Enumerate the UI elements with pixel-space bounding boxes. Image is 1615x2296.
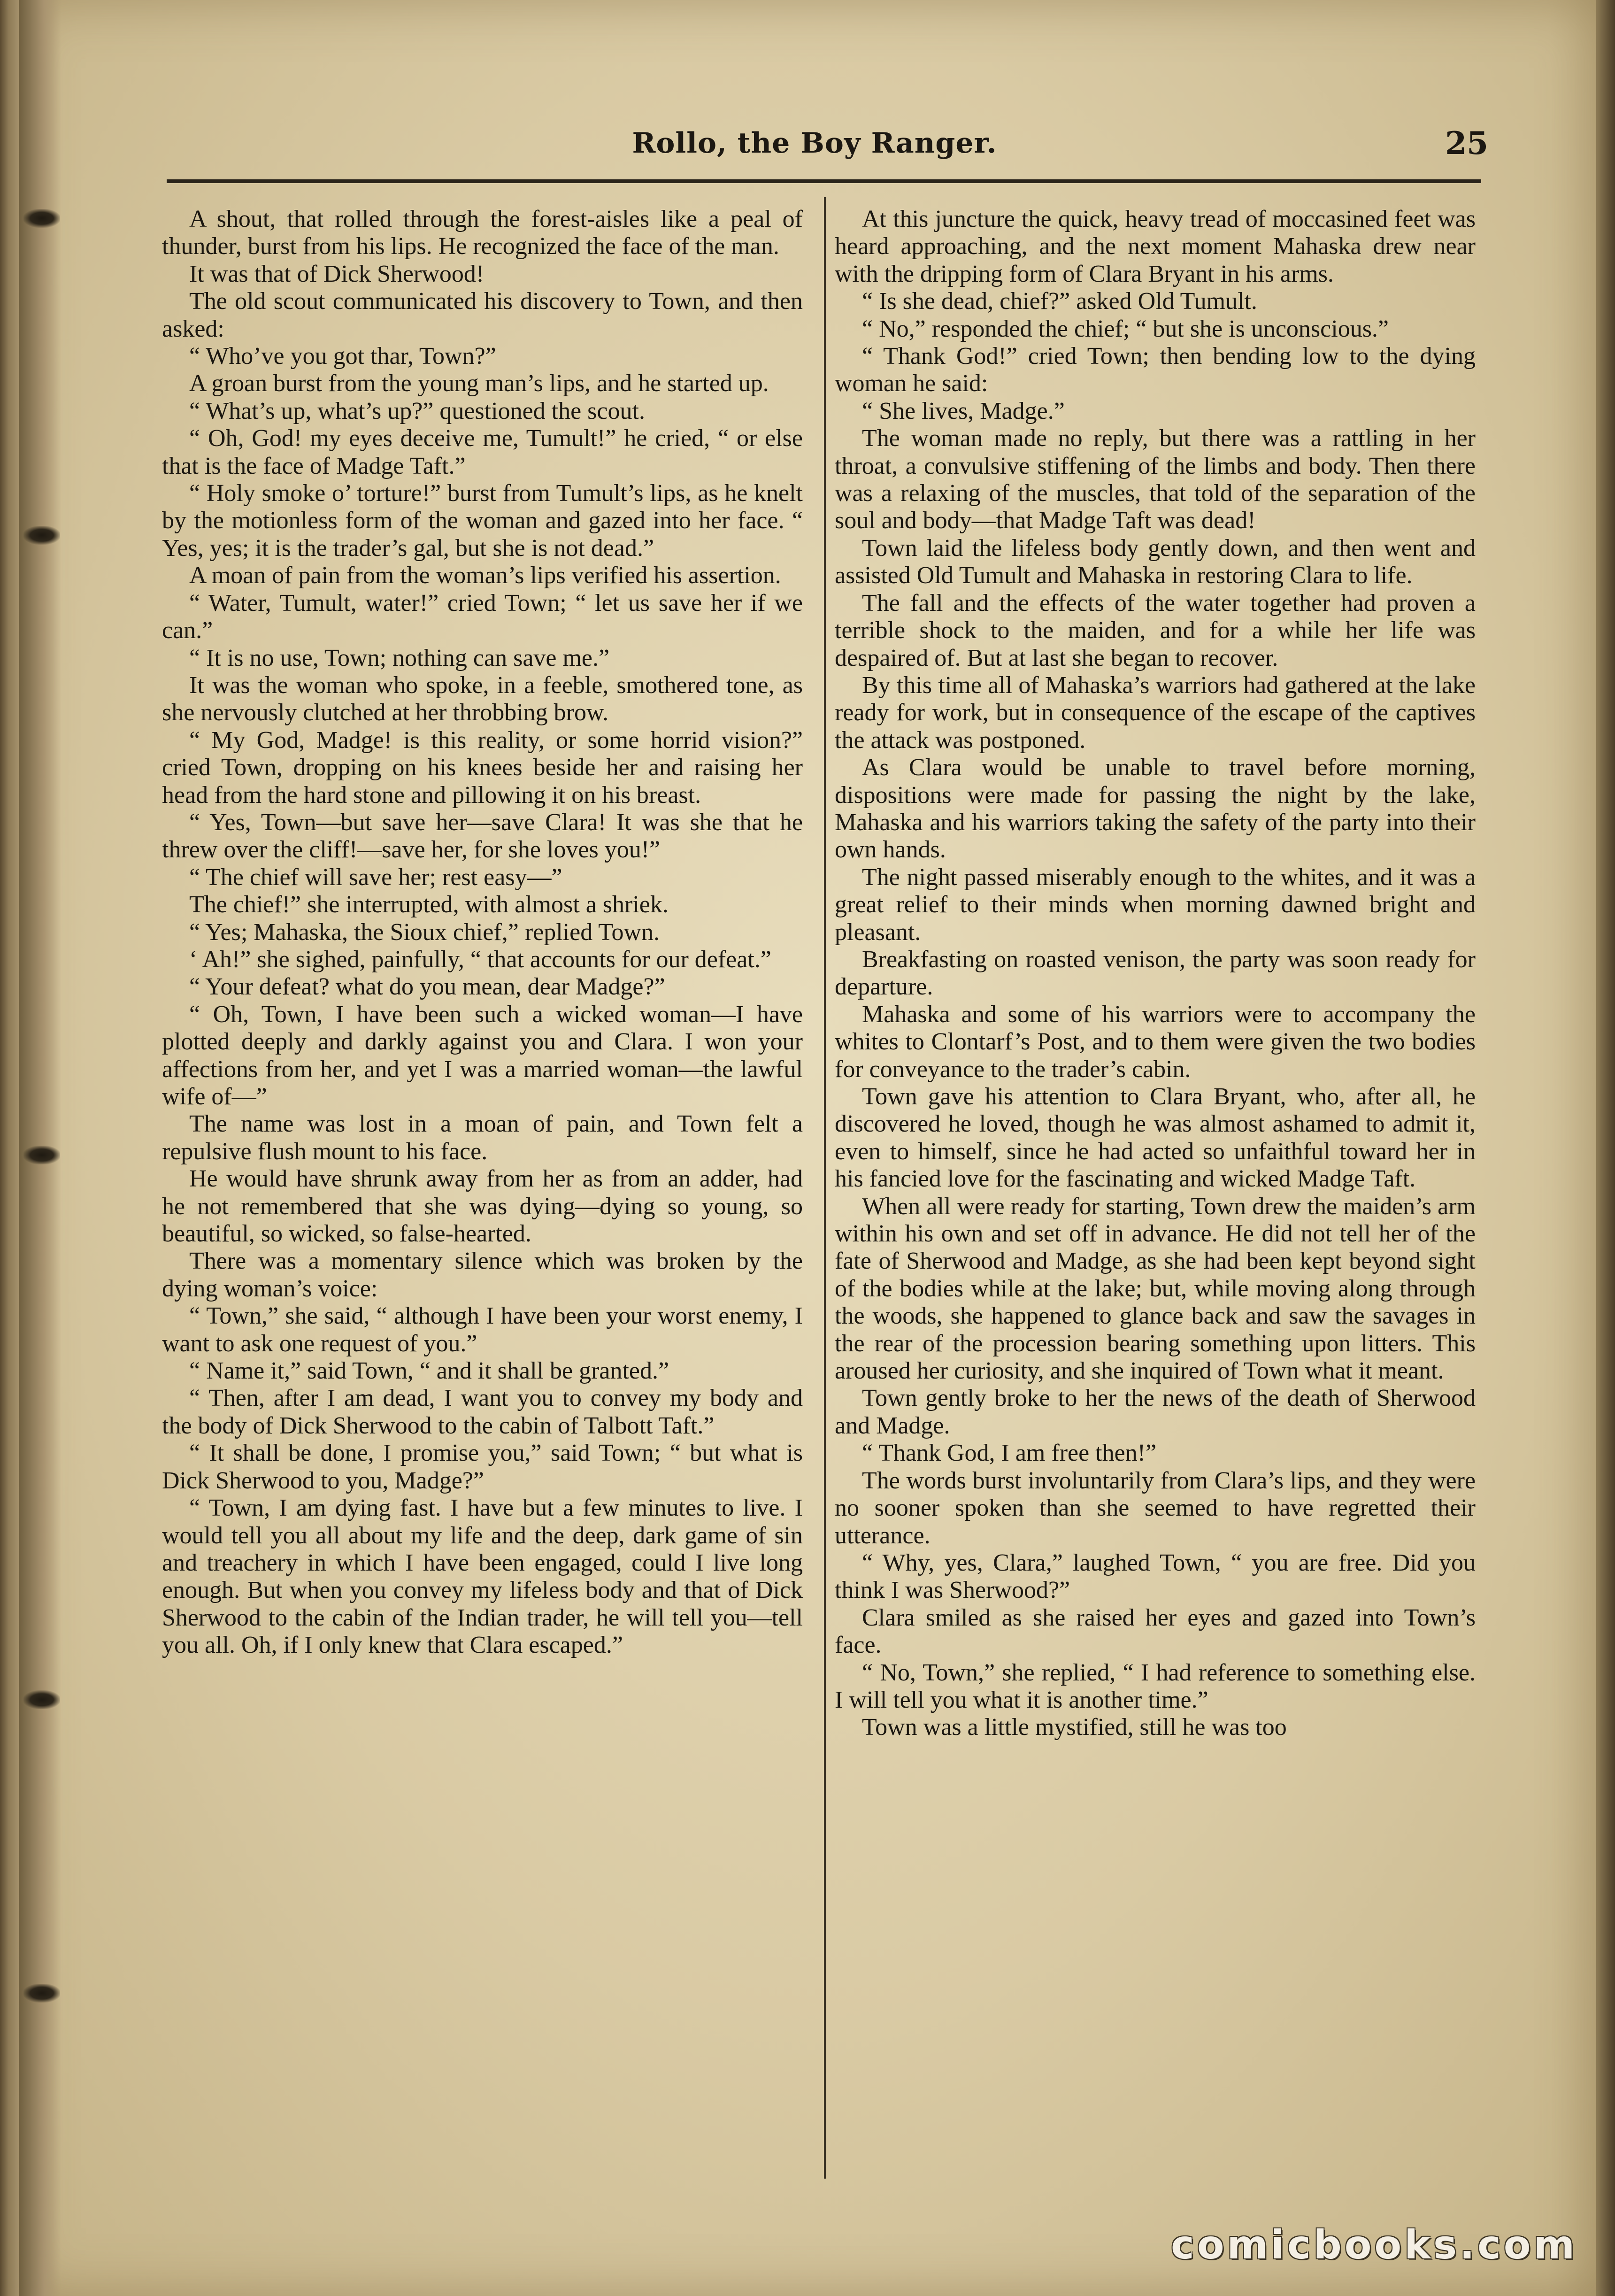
paragraph: “ No, Town,” she replied, “ I had reference to something else. I will tell you what it is another time.” <box>835 1659 1476 1713</box>
paragraph: “ It shall be done, I promise you,” said Town; “ but what is Dick Sherwood to you, Madge?” <box>162 1440 803 1494</box>
paragraph: A groan burst from the young man’s lips, and he started up. <box>189 370 769 397</box>
paragraph: Town laid the lifeless body gently down, and then went and assisted Old Tumult and Mahaska in restoring Clara to life. <box>835 534 1476 589</box>
paragraph: Mahaska and some of his warriors were to accompany the whites to Clontarf’s Post, and to them were given the two bodies for conveyance to the trader’s cabin. <box>835 1001 1476 1083</box>
binding-stitch-icon <box>23 1146 60 1164</box>
paragraph: A moan of pain from the woman’s lips verified his assertion. <box>189 562 781 589</box>
paragraph: The words burst involuntarily from Clara’s lips, and they were no sooner spoken than she seemed to have regretted their utterance. <box>835 1467 1476 1549</box>
paragraph: The night passed miserably enough to the whites, and it was a great relief to their minds when morning dawned bright and pleasant. <box>835 863 1476 946</box>
paragraph: “ Who’ve you got thar, Town?” <box>189 343 496 370</box>
paragraph: “ Town,” she said, “ although I have been your worst enemy, I want to ask one request of you.” <box>162 1302 803 1357</box>
paragraph: “ Your defeat? what do you mean, dear Madge?” <box>189 973 665 1001</box>
paragraph: “ Oh, God! my eyes deceive me, Tumult!” he cried, “ or else that is the face of Madge Taft.” <box>162 425 803 479</box>
paragraph: The old scout communicated his discovery to Town, and then asked: <box>162 288 803 342</box>
paragraph: It was the woman who spoke, in a feeble, smothered tone, as she nervously clutched at her throbbing brow. <box>162 671 803 726</box>
paragraph: Town was a little mystified, still he was too <box>862 1714 1287 1741</box>
paragraph: By this time all of Mahaska’s warriors had gathered at the lake ready for work, but in consequence of the escape of the captives the attack was postponed. <box>835 671 1476 754</box>
paragraph: ‘ Ah!” she sighed, painfully, “ that accounts for our defeat.” <box>189 946 771 973</box>
paragraph: “ Name it,” said Town, “ and it shall be granted.” <box>189 1357 669 1385</box>
paragraph: Breakfasting on roasted venison, the party was soon ready for departure. <box>835 946 1476 1001</box>
binding-stitch-icon <box>23 1690 60 1709</box>
paragraph: The chief!” she interrupted, with almost a shriek. <box>189 891 669 918</box>
paragraph: “ My God, Madge! is this reality, or some horrid vision?” cried Town, dropping on his knees beside her and raising her head from the hard stone and pillowing it on his breast. <box>162 726 803 809</box>
binding-stitch-icon <box>23 209 60 228</box>
left-column <box>162 206 803 1659</box>
paragraph: There was a momentary silence which was broken by the dying woman’s voice: <box>162 1248 803 1302</box>
paragraph: A shout, that rolled through the forest-aisles like a peal of thunder, burst from his lips. He recognized the face of the man. <box>162 206 803 260</box>
paragraph: At this juncture the quick, heavy tread of moccasined feet was heard approaching, and the next moment Mahaska drew near with the dripping form of Clara Bryant in his arms. <box>835 206 1476 287</box>
paragraph: The fall and the effects of the water together had proven a terrible shock to the maiden, and for a while her life was despaired of. But at last she began to recover. <box>835 589 1476 671</box>
paragraph: He would have shrunk away from her as from an adder, had he not remembered that she was dying—dying so young, so beautiful, so wicked, so false-hearted. <box>162 1165 803 1248</box>
paragraph: “ Then, after I am dead, I want you to convey my body and the body of Dick Sherwood to the cabin of Talbott Taft.” <box>162 1385 803 1439</box>
paragraph: The woman made no reply, but there was a rattling in her throat, a convulsive stiffening of the limbs and body. Then there was a relaxing of the muscles, that told of the separation of the soul and body—that Madge Taft was dead! <box>835 425 1476 534</box>
right-column <box>835 206 1476 1741</box>
paragraph: “ What’s up, what’s up?” questioned the scout. <box>189 397 645 424</box>
header-rule <box>167 179 1481 183</box>
paragraph: “ Yes, Town—but save her—save Clara! It was she that he threw over the cliff!—save her, for she loves you!” <box>162 809 803 863</box>
page-number: 25 <box>1445 125 1488 162</box>
paragraph: “ Water, Tumult, water!” cried Town; “ let us save her if we can.” <box>162 589 803 644</box>
paragraph: “ Oh, Town, I have been such a wicked woman—I have plotted deeply and darkly against you and Clara. I won your affections from her, and yet I was a married woman—the lawful wife of—” <box>162 1001 803 1110</box>
paragraph: “ Is she dead, chief?” asked Old Tumult. <box>862 288 1257 315</box>
binding-stitch-icon <box>23 1984 60 2003</box>
paragraph: “ Yes; Mahaska, the Sioux chief,” replied Town. <box>189 918 660 946</box>
paragraph: Town gave his attention to Clara Bryant, who, after all, he discovered he loved, though he was almost ashamed to admit it, even to himself, since he had acted so unfaithful toward her in his fancied love for the fascinating and wicked Madge Taft. <box>835 1083 1476 1193</box>
paragraph: “ Thank God!” cried Town; then bending low to the dying woman he said: <box>835 343 1476 397</box>
paragraph: “ Town, I am dying fast. I have but a few minutes to live. I would tell you all about my life and the deep, dark game of sin and treachery in which I have been engaged, could I live long enough. But when you convey my lifeless body and that of Dick Sherwood to the cabin of the Indian trader, he will tell you—tell you all. Oh, if I only knew that Clara escaped.” <box>162 1495 803 1659</box>
paragraph: The name was lost in a moan of pain, and Town felt a repulsive flush mount to his face. <box>162 1110 803 1165</box>
page-header <box>141 127 1488 174</box>
column-divider <box>824 197 826 2179</box>
paragraph: Town gently broke to her the news of the death of Sherwood and Madge. <box>835 1385 1476 1439</box>
paragraph: Clara smiled as she raised her eyes and gazed into Town’s face. <box>835 1604 1476 1659</box>
watermark: comicbooks.com <box>1171 2222 1577 2268</box>
paragraph: “ No,” responded the chief; “ but she is unconscious.” <box>862 315 1389 342</box>
paragraph: “ She lives, Madge.” <box>862 397 1065 424</box>
paragraph: When all were ready for starting, Town drew the maiden’s arm within his own and set off in advance. He did not tell her of the fate of Sherwood and Madge, as she had been kept beyond sight of the bodies while at the lake; but, while moving along through the woods, she happened to glance back and saw the savages in the rear of the procession bearing something upon litters. This aroused her curiosity, and she inquired of Town what it meant. <box>835 1193 1476 1385</box>
paragraph: “ Why, yes, Clara,” laughed Town, “ you are free. Did you think I was Sherwood?” <box>835 1549 1476 1604</box>
paragraph: “ Holy smoke o’ torture!” burst from Tumult’s lips, as he knelt by the motionless form of the woman and gazed into her face. “ Yes, yes; it is the trader’s gal, but she is not dead.” <box>162 480 803 562</box>
paragraph: “ Thank God, I am free then!” <box>862 1440 1157 1467</box>
running-title: Rollo, the Boy Ranger. <box>632 127 997 160</box>
paragraph: It was that of Dick Sherwood! <box>189 260 484 287</box>
paragraph: “ The chief will save her; rest easy—” <box>189 863 562 891</box>
binding-stitch-icon <box>23 526 60 545</box>
paragraph: As Clara would be unable to travel before morning, dispositions were made for passing the night by the lake, Mahaska and his warriors taking the safety of the party into their own hands. <box>835 754 1476 863</box>
paragraph: “ It is no use, Town; nothing can save me.” <box>189 644 610 671</box>
